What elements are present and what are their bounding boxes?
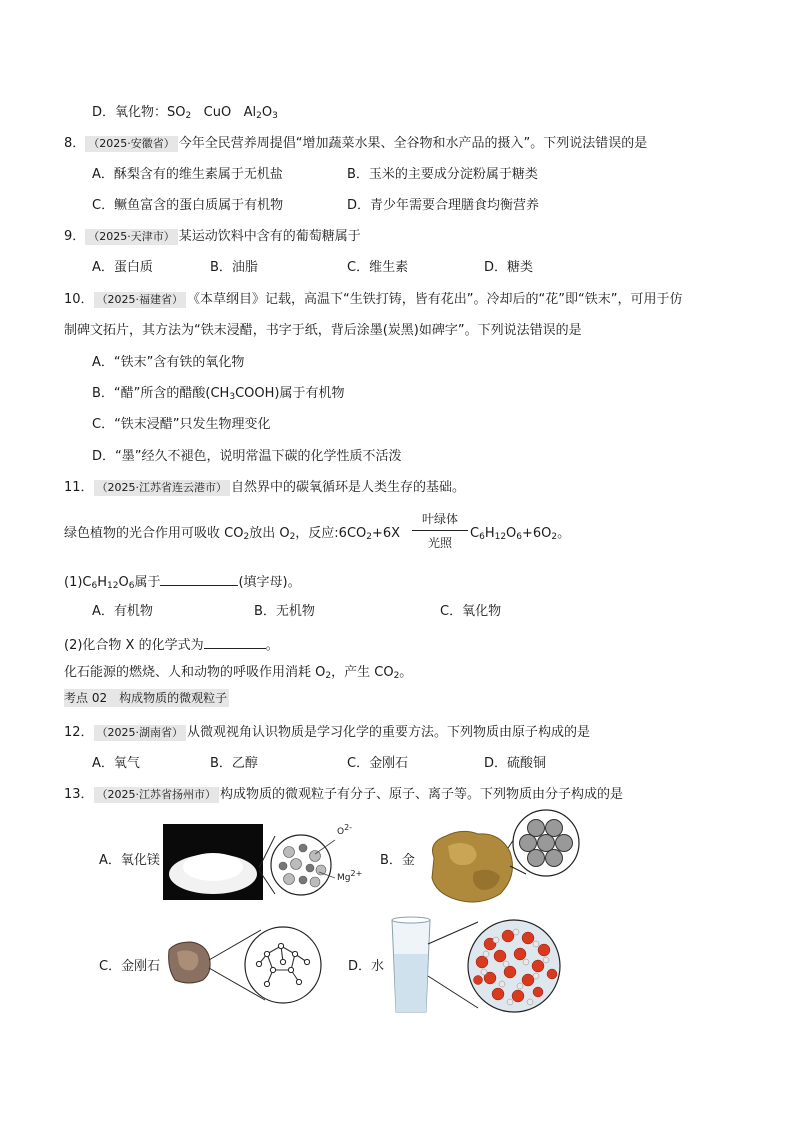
text: 放出 O: [249, 526, 290, 541]
option-label: D．氧化物：: [92, 105, 168, 120]
question-number: 9．: [64, 229, 86, 244]
option-text: COOH)属于有机物: [235, 386, 345, 401]
source-tag: （2025·江苏省扬州市）: [94, 787, 220, 803]
q11-option-a: A．有机物: [92, 604, 153, 619]
q12-option-d: D．硫酸铜: [484, 756, 547, 771]
text: ，反应:6CO: [295, 526, 367, 541]
subscript: 6: [479, 532, 485, 542]
ion-charge: 2-: [344, 823, 353, 832]
formula: SO: [167, 105, 186, 120]
subscript: 2: [243, 532, 250, 542]
q11-option-c: C．氧化物: [440, 604, 502, 619]
question-number: 8．: [64, 136, 86, 151]
q12-option-c: C．金刚石: [347, 756, 409, 771]
reaction-condition-top: 叶绿体: [421, 512, 458, 526]
q9-option-a: A．蛋白质: [92, 260, 153, 275]
text: 。: [557, 526, 571, 541]
magnesium-oxide-figure: [163, 824, 363, 900]
ion-symbol: O: [337, 827, 345, 837]
q11-products: [470, 525, 570, 543]
reaction-arrow-line: [412, 530, 468, 531]
formula: CuO: [203, 105, 232, 120]
q9-option-c: C．维生素: [347, 260, 409, 275]
q8-stem: [64, 135, 647, 153]
q10-option-b: [92, 385, 344, 403]
q9-option-d: D．糖类: [484, 260, 534, 275]
text: +6X: [372, 526, 401, 541]
q7-option-d: [92, 104, 278, 122]
subscript: 6: [91, 581, 98, 591]
ion-symbol: Mg: [337, 873, 351, 883]
q11-equation-line: [64, 525, 400, 543]
text: +6O: [522, 526, 552, 541]
question-number: 11．: [64, 480, 94, 495]
question-text: 《本草纲目》记载，高温下“生铁打铸，皆有花出”。冷却后的“花”即“铁末”，可用于仿: [187, 292, 683, 307]
section-header: [64, 689, 229, 707]
text: H: [484, 526, 495, 541]
q9-stem: [64, 228, 361, 246]
q11-option-b: B．无机物: [254, 604, 315, 619]
q10-stem-cont: 制碑文拓片，其方法为“铁末浸醋，书字于纸，背后涂墨(炭黑)如碑字”。下列说法错误的是: [64, 323, 582, 338]
q9-option-b: B．油脂: [210, 260, 258, 275]
text: 化石能源的燃烧、人和动物的呼吸作用消耗 O: [64, 665, 326, 680]
q13-stem: [64, 786, 623, 804]
diamond-figure: [163, 920, 353, 1010]
q10-option-a: A．“铁末”含有铁的氧化物: [92, 355, 245, 370]
question-number: 10．: [64, 292, 94, 307]
source-tag: （2025·福建省）: [94, 292, 187, 308]
q13-option-d: D．水: [348, 959, 385, 974]
text: O: [506, 526, 517, 541]
q13-option-a: A．氧化镁: [99, 853, 160, 868]
option-text: B．“醋”所含的醋酸(CH: [92, 386, 230, 401]
q8-option-c: C．鳜鱼富含的蛋白质属于有机物: [92, 198, 284, 213]
question-text: 自然界中的碳氧循环是人类生存的基础。: [231, 480, 466, 495]
answer-blank[interactable]: [160, 572, 238, 586]
text: C: [470, 526, 480, 541]
section-title: 考点 02 构成物质的微观粒子: [64, 691, 228, 705]
source-tag: （2025·湖南省）: [94, 725, 187, 741]
subscript: 6: [128, 581, 135, 591]
magnesium-ion-label: [337, 869, 363, 884]
question-text: 今年全民营养周提倡“增加蔬菜水果、全谷物和水产品的摄入”。下列说法错误的是: [178, 136, 648, 151]
q10-option-d: D．“墨”经久不褪色，说明常温下碳的化学性质不活泼: [92, 449, 402, 464]
q12-option-b: B．乙醇: [210, 756, 258, 771]
question-text: 某运动饮料中含有的葡萄糖属于: [178, 229, 361, 244]
text: 绿色植物的光合作用可吸收 CO: [64, 526, 244, 541]
source-tag: （2025·江苏省连云港市）: [94, 480, 231, 496]
question-number: 13．: [64, 787, 94, 802]
question-number: 12．: [64, 725, 94, 740]
formula: Al: [243, 105, 257, 120]
source-tag: （2025·天津市）: [85, 229, 178, 245]
q10-option-c: C．“铁末浸醋”只发生物理变化: [92, 417, 271, 432]
subscript: 2: [325, 671, 332, 681]
text: ，产生 CO: [331, 665, 394, 680]
subscript: 3: [229, 392, 236, 402]
q12-option-a: A．氧气: [92, 756, 140, 771]
subscript: 2: [185, 111, 192, 121]
formula: O: [261, 105, 273, 120]
text: (1)C: [64, 575, 92, 590]
text: 。: [399, 665, 413, 680]
subscript: 6: [516, 532, 523, 542]
text: (2)化合物 X 的化学式为: [64, 638, 204, 653]
q8-option-d: D．青少年需要合理膳食均衡营养: [347, 198, 540, 213]
subscript: 12: [107, 581, 119, 591]
subscript: 2: [289, 532, 296, 542]
source-tag: （2025·安徽省）: [85, 136, 178, 152]
q8-option-b: B．玉米的主要成分淀粉属于糖类: [347, 167, 538, 182]
q11-sub2: [64, 635, 279, 655]
subscript: 2: [393, 671, 400, 681]
q8-option-a: A．酥梨含有的维生素属于无机盐: [92, 167, 283, 182]
q11-stem: [64, 479, 465, 497]
q13-option-c: C．金刚石: [99, 959, 161, 974]
water-figure: [386, 914, 572, 1018]
q11-sub1: [64, 572, 301, 592]
oxide-ion-label: [337, 823, 353, 838]
q10-stem: [64, 291, 682, 309]
subscript: 12: [494, 532, 507, 542]
text: O: [118, 575, 129, 590]
reaction-condition-bottom: 光照: [427, 536, 452, 550]
answer-blank[interactable]: [204, 635, 266, 649]
subscript: 3: [272, 111, 278, 121]
ion-charge: 2+: [350, 869, 363, 878]
text: 。: [265, 638, 279, 653]
text: 属于: [134, 575, 161, 590]
question-text: 从微观视角认识物质是学习化学的重要方法。下列物质由原子构成的是: [187, 725, 591, 740]
question-text: 构成物质的微观粒子有分子、原子、离子等。下列物质由分子构成的是: [220, 787, 624, 802]
q11-tail: [64, 664, 412, 682]
q12-stem: [64, 724, 590, 742]
subscript: 2: [256, 111, 262, 121]
text: H: [97, 575, 108, 590]
gold-figure: [420, 806, 590, 910]
subscript: 2: [551, 532, 558, 542]
q13-option-b: B．金: [380, 853, 415, 868]
text: (填字母)。: [238, 575, 301, 590]
subscript: 2: [366, 532, 372, 542]
